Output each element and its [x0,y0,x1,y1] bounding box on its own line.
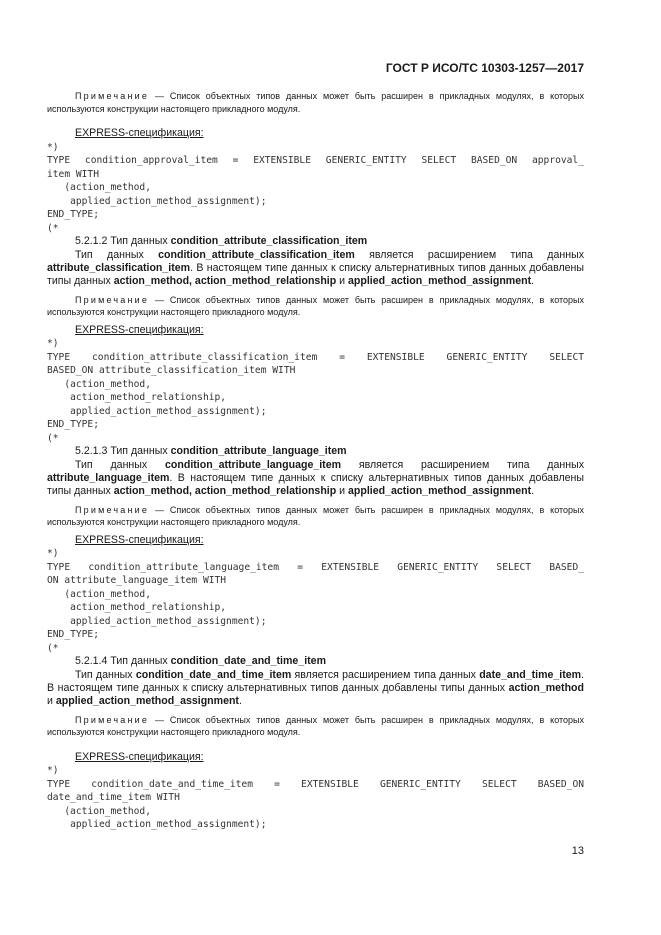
code-block: (action_method, applied_action_method_assignment); [64,805,267,831]
code-line: *) [47,338,59,350]
heading-type-name: condition_date_and_time_item [170,655,326,668]
note-label: Примечание [75,91,150,101]
section-heading: 5.2.1.4 Тип данных condition_date_and_time_item [75,655,326,668]
code-line: ON attribute_language_item WITH [47,575,227,587]
code-line: TYPE condition_date_and_time_item = EXTENSIBLE GENERIC_ENTITY SELECT BASED_ON [47,778,584,790]
section-heading: 5.2.1.2 Тип данных condition_attribute_classification_item [75,235,368,248]
express-label: EXPRESS-спецификация: [75,750,204,763]
page-number: 13 [571,845,584,857]
paragraph: Тип данных condition_attribute_classification_item является расширением типа данных attribute_classification_item. В настоящем типе данных к списку альтернативных типов данных добавлены типы данных action_method, action_method_relationship и applied_action_method_assignment. [47,248,584,288]
code-line: date_and_time_item WITH [47,792,180,804]
code-line: item WITH [47,168,99,180]
express-label: EXPRESS-спецификация: [75,127,204,140]
code-block: (action_method, action_method_relationship, applied_action_method_assignment); END_TYPE; (* [47,378,267,444]
paragraph: Тип данных condition_date_and_time_item является расширением типа данных date_and_time_item. В настоящем типе данных к списку альтернативных типов данных добавлены типы данных action_method и applied_action_method_assignment. [47,668,585,708]
code-block: (action_method, applied_action_method_assignment); END_TYPE; (* [47,182,267,234]
code-line: TYPE condition_attribute_language_item = EXTENSIBLE GENERIC_ENTITY SELECT BASED_ [47,561,584,573]
code-line: BASED_ON attribute_classification_item WITH [47,365,296,377]
page-header: ГОСТ Р ИСО/ТС 10303-1257—2017 [385,61,584,75]
express-label: EXPRESS-спецификация: [75,533,204,546]
code-line: *) [47,141,59,153]
code-line: TYPE condition_attribute_classification_item = EXTENSIBLE GENERIC_ENTITY SELECT [47,351,584,363]
heading-type-name: condition_attribute_language_item [170,445,347,458]
section-heading: 5.2.1.3 Тип данных condition_attribute_language_item [75,445,347,458]
note: Примечание — Список объектных типов данных может быть расширен в прикладных модулях, в которых используются конструкции настоящего прикладного модуля. [47,714,584,738]
heading-type-name: condition_attribute_classification_item [170,235,368,248]
note [47,90,584,115]
code-line: *) [47,548,59,560]
code-block: (action_method, action_method_relationship, applied_action_method_assignment); END_TYPE; (* [47,588,267,654]
note-text: — Список объектных типов данных может быть расширен в прикладных модулях, в которых используются конструкции настоящего прикладного модуля. [47,91,584,114]
page-content [47,90,584,832]
express-label: EXPRESS-спецификация: [75,323,204,336]
paragraph: Тип данных condition_attribute_language_item является расширением типа данных attribute_language_item. В настоящем типе данных к списку альтернативных типов данных добавлены типы данных action_method, action_method_relationship и applied_action_method_assignment. [47,458,584,498]
note: Примечание — Список объектных типов данных может быть расширен в прикладных модулях, в которых используются конструкции настоящего прикладного модуля. [47,504,584,528]
note: Примечание — Список объектных типов данных может быть расширен в прикладных модулях, в которых используются конструкции настоящего прикладного модуля. [47,294,584,318]
code-line: TYPE condition_approval_item = EXTENSIBLE GENERIC_ENTITY SELECT BASED_ON approval_ [47,155,584,167]
code-line: *) [47,765,59,777]
